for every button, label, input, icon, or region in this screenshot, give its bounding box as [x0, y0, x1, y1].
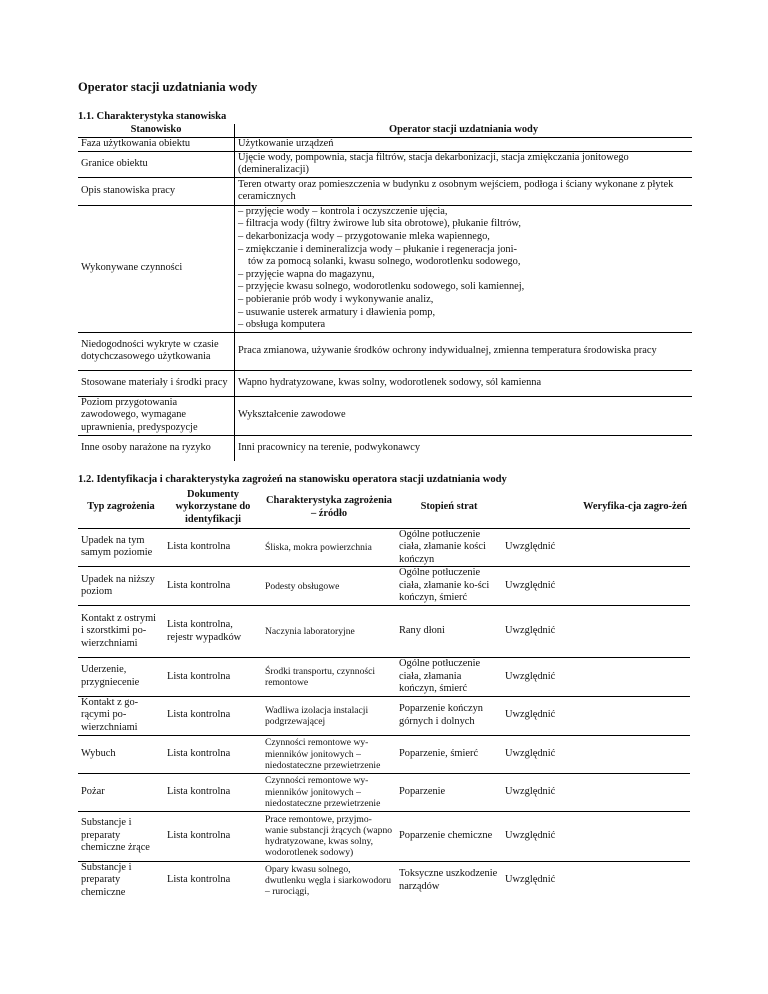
hazard-type: Uderzenie, przygniecenie: [78, 658, 164, 697]
hazard-verification: Uwzględnić: [502, 528, 690, 567]
section-2-heading: 1.2. Identyfikacja i charakterystyka zagrożeń na stanowisku operatora stacji uzdatniania wody: [78, 474, 507, 485]
table2-row: [78, 658, 690, 697]
hazard-source: Środki transportu, czynności remontowe: [262, 658, 396, 697]
table1-row-label: Faza użytkowania obiektu: [78, 138, 235, 152]
table1-row: [78, 435, 692, 461]
hazard-loss: Ogólne potłuczenie ciała, złamanie kości kończyn: [396, 528, 502, 567]
document-title: Operator stacji uzdatniania wody: [78, 80, 258, 94]
table1-row: [78, 138, 692, 152]
activity-item: – obsługa komputera: [238, 319, 326, 331]
table1-row-value: Teren otwarty oraz pomieszczenia w budynku z osobnym wejściem, podłoga i ściany wykonane z płytek ceramicznych: [235, 177, 693, 205]
activity-item: tów za pomocą solanki, kwasu solnego, wodorotlenku sodowego,: [248, 256, 521, 268]
hazard-source: Śliska, mokra powierzchnia: [262, 528, 396, 567]
table1-row: [78, 332, 692, 370]
table2-header-docs: Dokumenty wykorzystane do identyfikacji: [164, 488, 262, 528]
table1-row-value: Inni pracownicy na terenie, podwykonawcy: [238, 441, 421, 453]
hazard-verification: Uwzględnić: [505, 874, 556, 886]
hazard-source: Opary kwasu solnego, dwutlenku węgla i siarkowodoru – rurociągi,: [265, 863, 392, 898]
activity-item: – pobieranie prób wody i wykonywanie analiz,: [238, 293, 434, 305]
hazard-verification: Uwzględnić: [502, 658, 690, 697]
hazard-source: Podesty obsługowe: [262, 567, 396, 606]
hazard-loss: Toksyczne uszkodzenie narządów: [399, 867, 498, 892]
hazard-loss: Poparzenie, śmierć: [396, 735, 502, 773]
table1-row-value: Praca zmianowa, używanie środków ochrony indywidualnej, zmienna temperatura środowiska pracy: [235, 332, 693, 370]
hazard-loss: Rany dłoni: [396, 606, 502, 658]
activity-item: – filtracja wody (filtry żwirowe lub sita obrotowe), płukanie filtrów,: [238, 218, 521, 230]
table1-row-value: Użytkowanie urządzeń: [235, 138, 693, 152]
table2-row: [78, 606, 690, 658]
hazard-source: Czynności remontowe wy-mienników jonitowych – niedostateczne przewietrzenie: [262, 735, 396, 773]
table1-row: [78, 396, 692, 435]
hazard-verification: Uwzględnić: [502, 606, 690, 658]
hazard-docs: Lista kontrolna: [164, 735, 262, 773]
table1-row-label: Granice obiektu: [78, 151, 235, 177]
hazard-source: Prace remontowe, przyjmo-wanie substancji żrących (wapno hydratyzowane, kwas solny, wodorotlenek sodowy): [262, 811, 396, 861]
hazard-loss: Poparzenie kończyn górnych i dolnych: [396, 696, 502, 735]
table1-row: [78, 205, 692, 332]
table2-row: [78, 567, 690, 606]
activity-item: – przyjęcie wody – kontrola i oczyszczenie ujęcia,: [238, 205, 448, 217]
activity-item: – przyjęcie kwasu solnego, wodorotlenku sodowego, soli kamiennej,: [238, 281, 525, 293]
hazard-type: Pożar: [78, 773, 164, 811]
table2-row: [78, 773, 690, 811]
hazard-docs: Lista kontrolna: [164, 658, 262, 697]
table1-row-label: Opis stanowiska pracy: [78, 177, 235, 205]
hazard-type: Upadek na tym samym poziomie: [78, 528, 164, 567]
hazard-source: Naczynia laboratoryjne: [262, 606, 396, 658]
hazard-type: Substancje i preparaty chemiczne: [81, 861, 132, 898]
hazard-loss: Poparzenie: [396, 773, 502, 811]
table1-row-value: Wapno hydratyzowane, kwas solny, wodorotlenek sodowy, sól kamienna: [235, 370, 693, 396]
table2-header-verification: Weryfika-cja zagro-żeń: [502, 488, 690, 528]
hazard-source: Czynności remontowe wy-mienników jonitowych – niedostateczne przewietrzenie: [262, 773, 396, 811]
hazard-type: Kontakt z ostrymi i szorstkimi po-wierzchniami: [78, 606, 164, 658]
activities-list: [235, 205, 693, 332]
table1-header-operator: Operator stacji uzdatniania wody: [235, 124, 693, 138]
table1-row-value: Wykształcenie zawodowe: [235, 396, 693, 435]
table2-row: [78, 735, 690, 773]
table2-row: [78, 696, 690, 735]
table1-row-label: Wykonywane czynności: [78, 205, 235, 332]
hazard-verification: Uwzględnić: [502, 567, 690, 606]
hazard-type: Upadek na niższy poziom: [78, 567, 164, 606]
hazard-verification: Uwzględnić: [502, 811, 690, 861]
hazard-docs: Lista kontrolna: [164, 567, 262, 606]
hazard-docs: Lista kontrolna: [164, 696, 262, 735]
job-characteristics-table: [78, 124, 692, 461]
table2-header-type: Typ zagrożenia: [78, 488, 164, 528]
section-1-heading: 1.1. Charakterystyka stanowiska: [78, 111, 227, 122]
hazards-table: [78, 488, 690, 899]
hazard-verification: Uwzględnić: [502, 773, 690, 811]
hazard-type: Kontakt z go-rącymi po-wierzchniami: [78, 696, 164, 735]
activity-item: – dekarbonizacja wody – przygotowanie mleka wapiennego,: [238, 230, 490, 242]
hazard-verification: Uwzględnić: [502, 735, 690, 773]
table1-row: [78, 151, 692, 177]
table2-row: [78, 811, 690, 861]
table1-row-label: Stosowane materiały i środki pracy: [78, 370, 235, 396]
hazard-type: Substancje i preparaty chemiczne żrące: [78, 811, 164, 861]
table1-row-label: Niedogodności wykryte w czasie dotychczasowego użytkowania: [78, 332, 235, 370]
table1-header-position: Stanowisko: [78, 124, 235, 138]
hazard-docs: Lista kontrolna: [164, 773, 262, 811]
activity-item: – przyjęcie wapna do magazynu,: [238, 268, 375, 280]
hazard-loss: Ogólne potłuczenie ciała, złamania kończyn, śmierć: [396, 658, 502, 697]
activity-item: – usuwanie usterek armatury i dławienia pomp,: [238, 306, 436, 318]
table1-row: [78, 177, 692, 205]
hazard-docs: Lista kontrolna: [167, 874, 231, 886]
table2-header-loss: Stopień strat: [396, 488, 502, 528]
hazard-docs: Lista kontrolna: [164, 528, 262, 567]
table1-row-label: Poziom przygotowania zawodowego, wymagane uprawnienia, predyspozycje: [78, 396, 235, 435]
hazard-source: Wadliwa izolacja instalacji podgrzewającej: [262, 696, 396, 735]
hazard-type: Wybuch: [78, 735, 164, 773]
table1-row-value: Ujęcie wody, pompownia, stacja filtrów, stacja dekarbonizacji, stacja zmiękczania jonitowego (demineralizacji): [235, 151, 693, 177]
table2-row: [78, 528, 690, 567]
hazard-loss: Poparzenie chemiczne: [396, 811, 502, 861]
table2-row: [78, 861, 690, 899]
hazard-loss: Ogólne potłuczenie ciała, złamanie ko-ści kończyn, śmierć: [396, 567, 502, 606]
hazard-docs: Lista kontrolna: [164, 811, 262, 861]
table1-row: [78, 370, 692, 396]
table2-header-source: Charakterystyka zagrożenia – źródło: [262, 488, 396, 528]
activity-item: – zmiękczanie i demineralizcja wody – płukanie i regeneracja joni-: [238, 243, 517, 255]
hazard-docs: Lista kontrolna, rejestr wypadków: [164, 606, 262, 658]
table1-row-label: Inne osoby narażone na ryzyko: [78, 435, 235, 461]
hazard-verification: Uwzględnić: [502, 696, 690, 735]
